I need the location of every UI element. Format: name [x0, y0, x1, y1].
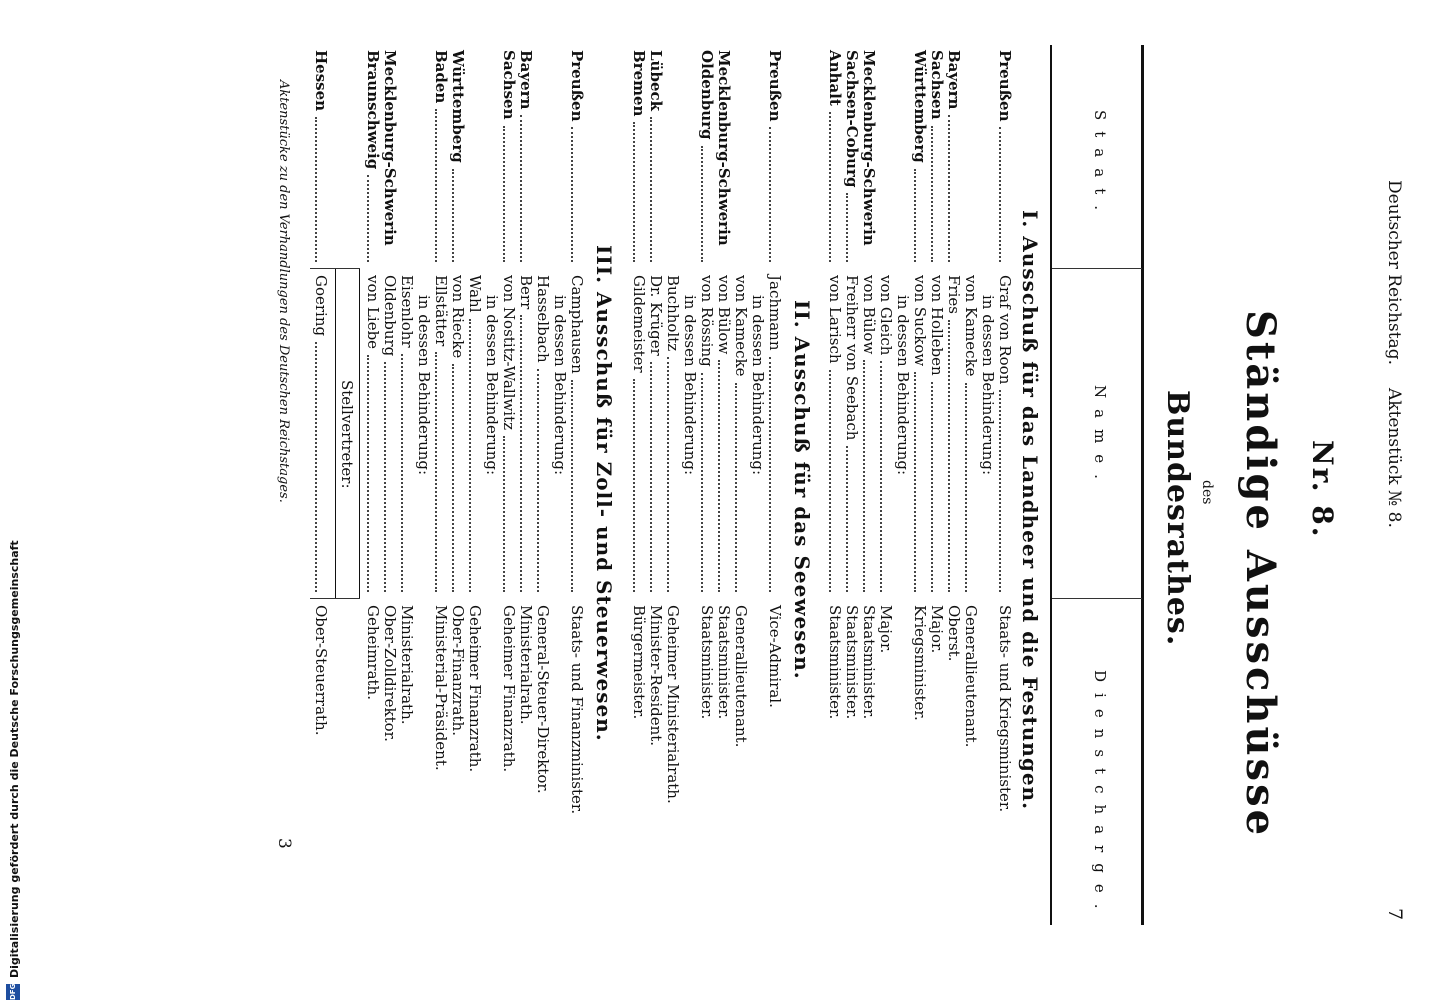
header-right: Aktenstück № 8.: [1384, 388, 1404, 528]
rank-cell: Major.: [928, 605, 946, 654]
state-cell: Braunschweig: [364, 50, 382, 170]
name-cell: Ellstätter: [432, 275, 450, 347]
state-cell: Bayern: [945, 50, 963, 110]
dfg-logo-icon: DFG: [6, 984, 20, 1000]
dot-leader: [846, 446, 848, 592]
state-cell: Württemberg: [911, 50, 929, 163]
name-cell: in dessen Behinderung:: [894, 295, 912, 476]
name-cell: Freiherr von Seebach: [843, 275, 861, 441]
rank-cell: Ministerialrath.: [398, 605, 416, 725]
top-rule: [1141, 45, 1144, 925]
dot-leader: [701, 373, 703, 592]
dot-leader: [650, 362, 652, 592]
dot-leader: [315, 342, 317, 592]
name-cell: von Kamecke: [962, 275, 980, 377]
rank-cell: Staatsminister.: [826, 605, 844, 720]
dot-leader: [829, 112, 831, 262]
rank-cell: Vice-Admiral.: [766, 605, 784, 708]
rank-cell: General-Steuer-Direktor.: [534, 605, 552, 794]
title-connector: des: [1199, 480, 1215, 505]
name-cell: in dessen Behinderung:: [483, 295, 501, 476]
state-cell: Preußen: [766, 50, 784, 122]
dot-leader: [469, 319, 471, 592]
dot-leader: [633, 122, 635, 262]
rank-cell: Ober-Steuerrath.: [312, 605, 330, 736]
name-cell: Fries: [945, 275, 963, 314]
dot-leader: [650, 117, 652, 262]
name-cell: von Rössing: [698, 275, 716, 367]
section-heading: I. Ausschuß für das Landheer und die Festungen.: [1018, 210, 1042, 811]
rank-cell: Staatsminister.: [843, 605, 861, 720]
footer-note: Aktenstücke zu den Verhandlungen des Deutschen Reichstages.: [276, 80, 291, 503]
rank-cell: Minister-Resident.: [647, 605, 665, 747]
dot-leader: [931, 126, 933, 262]
substitute-rule-bottom: [335, 268, 336, 598]
rank-cell: Bürgermeister.: [630, 605, 648, 720]
name-cell: von Bülow: [860, 275, 878, 355]
name-cell: von Kamecke: [732, 275, 750, 377]
page-subtitle: Bundesrathes.: [1160, 390, 1195, 647]
dot-leader: [948, 320, 950, 592]
name-cell: in dessen Behinderung:: [551, 295, 569, 476]
name-cell: in dessen Behinderung:: [979, 295, 997, 476]
dot-leader: [701, 146, 703, 262]
dot-leader: [846, 193, 848, 262]
section-heading: III. Ausschuß für Zoll- und Steuerwesen.: [592, 245, 616, 742]
state-cell: Mecklenburg-Schwerin: [715, 50, 733, 246]
dot-leader: [999, 127, 1001, 262]
name-cell: in dessen Behinderung:: [749, 295, 767, 476]
dot-leader: [667, 357, 669, 592]
column-rule-2: [1052, 598, 1142, 599]
dot-leader: [401, 354, 403, 592]
rank-cell: Geheimrath.: [364, 605, 382, 700]
column-rule-1: [1052, 268, 1142, 269]
rank-cell: Ministerialrath.: [517, 605, 535, 725]
dot-leader: [452, 364, 454, 592]
rank-cell: Staatsminister.: [698, 605, 716, 720]
dot-leader: [571, 127, 573, 262]
header-left: Deutscher Reichstag.: [1384, 180, 1404, 365]
dot-leader: [965, 383, 967, 592]
column-header-staat: Staat.: [1091, 110, 1109, 221]
dot-leader: [520, 115, 522, 262]
rank-cell: Oberst.: [945, 605, 963, 662]
dot-leader: [452, 169, 454, 262]
dot-leader: [914, 169, 916, 262]
state-cell: Sachsen: [500, 50, 518, 120]
dot-leader: [829, 370, 831, 592]
header-rule: [1050, 45, 1052, 925]
dot-leader: [384, 362, 386, 592]
name-cell: in dessen Behinderung:: [681, 295, 699, 476]
state-cell: Sachsen-Coburg: [843, 50, 861, 188]
state-cell: Sachsen: [928, 50, 946, 120]
state-cell: Württemberg: [449, 50, 467, 163]
name-cell: Jachmann: [766, 275, 784, 351]
rank-cell: Staatsminister.: [715, 605, 733, 720]
document-number: Nr. 8.: [1306, 440, 1339, 539]
dot-leader: [769, 127, 771, 262]
rank-cell: Ober-Finanzrath.: [449, 605, 467, 736]
rank-cell: Staats- und Kriegsminister.: [996, 605, 1014, 813]
dot-leader: [503, 126, 505, 262]
dot-leader: [435, 109, 437, 262]
state-cell: Oldenburg: [698, 50, 716, 140]
dot-leader: [718, 360, 720, 592]
name-cell: Dr. Krüger: [647, 275, 665, 356]
page-number: 7: [1384, 908, 1406, 921]
digitization-note: [0, 0, 30, 1000]
dot-leader: [503, 436, 505, 592]
name-cell: von Nostitz-Wallwitz: [500, 275, 518, 431]
table-column-rule: [310, 598, 360, 599]
dot-leader: [537, 369, 539, 592]
dot-leader: [863, 360, 865, 592]
sheet-mark: 3: [274, 838, 294, 849]
name-cell: Wahl: [466, 275, 484, 313]
dot-leader: [520, 315, 522, 592]
section-heading: II. Ausschuß für das Seewesen.: [790, 300, 814, 680]
name-cell: Buchholtz: [664, 275, 682, 352]
dot-leader: [999, 390, 1001, 592]
name-cell: Eisenlohr: [398, 275, 416, 348]
dot-leader: [435, 352, 437, 592]
rank-cell: Generallieutenant.: [732, 605, 750, 748]
state-cell: Hessen: [312, 50, 330, 112]
state-cell: Preußen: [996, 50, 1014, 122]
state-cell: Mecklenburg-Schwerin: [860, 50, 878, 246]
rank-cell: Ober-Zolldirektor.: [381, 605, 399, 742]
name-cell: Gildemeister: [630, 275, 648, 373]
rank-cell: Staats- und Finanzminister.: [568, 605, 586, 815]
name-cell: von Suckow: [911, 275, 929, 367]
page-title: Ständige Ausschüsse: [1237, 310, 1284, 839]
dot-leader: [880, 361, 882, 592]
dot-leader: [735, 383, 737, 592]
name-cell: in dessen Behinderung:: [415, 295, 433, 476]
name-cell: Oldenburg: [381, 275, 399, 357]
rank-cell: Generallieutenant.: [962, 605, 980, 748]
column-header-name: Name.: [1091, 385, 1109, 490]
dot-leader: [633, 379, 635, 592]
name-cell: von Liebe: [364, 275, 382, 350]
name-cell: Hasselbach: [534, 275, 552, 363]
name-cell: von Larisch: [826, 275, 844, 364]
state-cell: Lübeck: [647, 50, 665, 112]
column-header-rank: Dienstcharge.: [1091, 670, 1109, 920]
name-cell: Berr: [517, 275, 535, 310]
dot-leader: [315, 117, 317, 262]
dot-leader: [571, 380, 573, 592]
rank-cell: Geheimer Finanzrath.: [466, 605, 484, 773]
state-cell: Mecklenburg-Schwerin: [381, 50, 399, 246]
state-cell: Anhalt: [826, 50, 844, 106]
dot-leader: [367, 355, 369, 592]
name-cell: Goering: [312, 275, 330, 337]
name-cell: von Bülow: [715, 275, 733, 355]
dot-leader: [914, 372, 916, 592]
dot-leader: [367, 175, 369, 262]
name-cell: Camphausen: [568, 275, 586, 374]
table-column-rule: [310, 268, 360, 269]
dot-leader: [948, 115, 950, 262]
name-cell: Graf von Roon: [996, 275, 1014, 385]
rank-cell: Geheimer Finanzrath.: [500, 605, 518, 773]
name-cell: von Gleich: [877, 275, 895, 356]
state-cell: Baden: [432, 50, 450, 104]
rank-cell: Kriegsminister.: [911, 605, 929, 721]
rank-cell: Staatsminister.: [860, 605, 878, 720]
dot-leader: [769, 357, 771, 592]
substitute-heading: Stellvertreter:: [338, 380, 356, 489]
rank-cell: Ministerial-Präsident.: [432, 605, 450, 771]
name-cell: von Riecke: [449, 275, 467, 359]
state-cell: Preußen: [568, 50, 586, 122]
rank-cell: Major.: [877, 605, 895, 654]
state-cell: Bayern: [517, 50, 535, 110]
substitute-rule: [359, 268, 360, 598]
digitization-text: Digitalisierung gefördert durch die Deutsche Forschungsgemeinschaft: [8, 540, 21, 978]
rank-cell: Geheimer Ministerialrath.: [664, 605, 682, 804]
state-cell: Bremen: [630, 50, 648, 117]
name-cell: von Holleben: [928, 275, 946, 376]
dot-leader: [931, 382, 933, 592]
